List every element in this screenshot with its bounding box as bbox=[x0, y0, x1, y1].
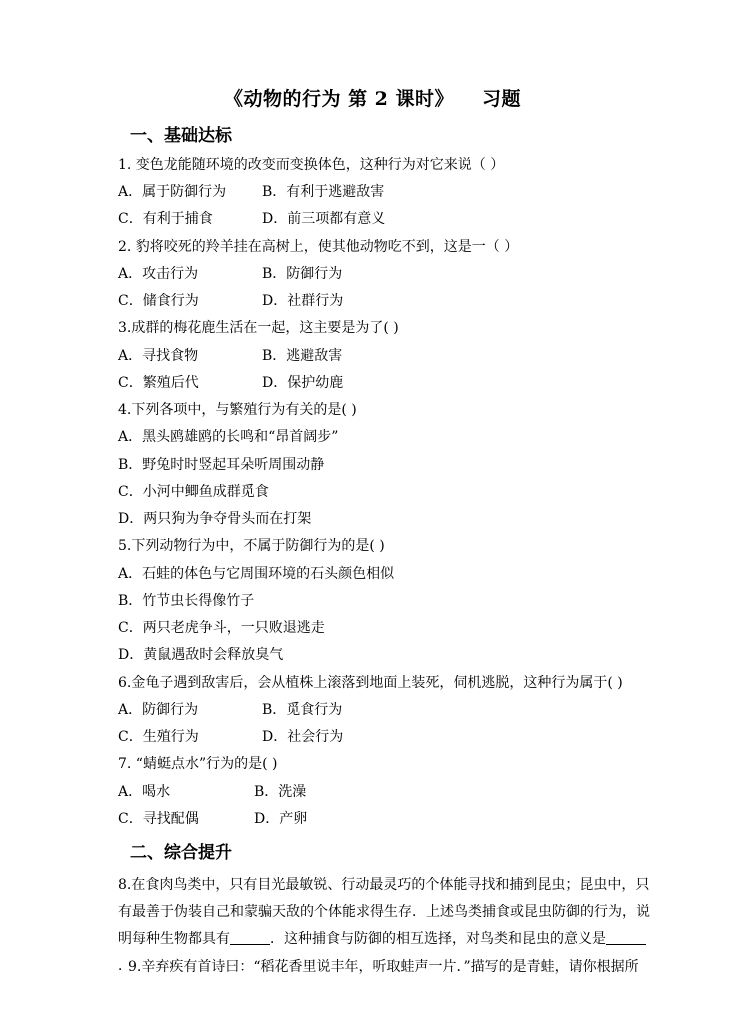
option: D．社会行为 bbox=[262, 729, 344, 745]
option: B．逃避敌害 bbox=[262, 348, 343, 364]
option: C．生殖行为 bbox=[118, 729, 199, 745]
question-4-stem: 4.下列各项中，与繁殖行为有关的是( ) bbox=[118, 402, 357, 418]
question-5-stem: 5.下列动物行为中，不属于防御行为的是( ) bbox=[118, 538, 385, 554]
question-2-stem: 2. 豹将咬死的羚羊挂在高树上，使其他动物吃不到，这是一（ ） bbox=[118, 239, 519, 255]
option: A．攻击行为 bbox=[118, 266, 199, 282]
title-suffix: 习题 bbox=[482, 88, 522, 110]
question-8-text-2: ．这种捕食与防御的相互选择，对鸟类和昆虫的意义是 bbox=[270, 931, 606, 947]
question-1-options-row-1 bbox=[118, 181, 385, 201]
question-2-options-row-1 bbox=[118, 263, 343, 283]
question-8-text-3: ． bbox=[118, 958, 132, 974]
option: B．觅食行为 bbox=[262, 702, 343, 718]
question-2-options-row-2 bbox=[118, 290, 344, 310]
option: C．有利于捕食 bbox=[118, 211, 213, 227]
question-6-stem: 6.金龟子遇到敌害后，会从植株上滚落到地面上装死，伺机逃脱，这种行为属于( ) bbox=[118, 675, 623, 691]
section-heading-advanced: 二、综合提升 bbox=[130, 843, 232, 863]
question-4-option-c: C．小河中鲫鱼成群觅食 bbox=[118, 484, 269, 500]
answer-blank[interactable] bbox=[606, 930, 646, 945]
option: B．防御行为 bbox=[262, 266, 343, 282]
question-1-options-row-2 bbox=[118, 208, 386, 228]
page-title bbox=[0, 84, 745, 111]
question-7-options-row-2 bbox=[118, 808, 308, 828]
question-7-options-row-1 bbox=[118, 781, 307, 801]
option: D．前三项都有意义 bbox=[262, 211, 386, 227]
option: D．产卵 bbox=[254, 811, 308, 827]
section-heading-basic: 一、基础达标 bbox=[130, 126, 232, 146]
option: A．防御行为 bbox=[118, 702, 199, 718]
question-3-options-row-1 bbox=[118, 345, 343, 365]
question-5-option-b: B．竹节虫长得像竹子 bbox=[118, 593, 255, 609]
question-1-stem: 1. 变色龙能随环境的改变而变换体色，这种行为对它来说（ ） bbox=[118, 157, 505, 173]
option: C．繁殖后代 bbox=[118, 375, 199, 391]
option: D．社群行为 bbox=[262, 293, 344, 309]
question-8-text-1: 8.在食肉鸟类中，只有目光最敏锐、行动最灵巧的个体能寻找和捕到昆虫；昆虫中，只有最善于伪装自己和蒙骗天敌的个体能求得生存．上述鸟类捕食或昆虫防御的行为，说明每种生物都具有 bbox=[118, 877, 650, 947]
title-main: 《动物的行为 第 2 课时》 bbox=[223, 88, 455, 110]
question-3-options-row-2 bbox=[118, 372, 344, 392]
option: A．喝水 bbox=[118, 784, 171, 800]
question-5-option-a: A．石蛙的体色与它周围环境的石头颜色相似 bbox=[118, 566, 395, 582]
option: D．保护幼鹿 bbox=[262, 375, 344, 391]
question-9-text: 9.辛弃疾有首诗曰：“稻花香里说丰年，听取蛙声一片．”描写的是青蛙，请你根据所 bbox=[128, 959, 639, 975]
option: A．寻找食物 bbox=[118, 348, 199, 364]
question-4-option-b: B．野兔时时竖起耳朵听周围动静 bbox=[118, 457, 325, 473]
question-6-options-row-2 bbox=[118, 726, 344, 746]
question-4-option-d: D．两只狗为争夺骨头而在打架 bbox=[118, 511, 312, 527]
option: B．有利于逃避敌害 bbox=[262, 184, 385, 200]
option: A．属于防御行为 bbox=[118, 184, 227, 200]
question-4-option-a: A．黑头鸥雄鸥的长鸣和“昂首阔步” bbox=[118, 429, 339, 445]
question-5-option-c: C．两只老虎争斗，一只败退逃走 bbox=[118, 620, 325, 636]
answer-blank[interactable] bbox=[230, 930, 270, 945]
option: C．寻找配偶 bbox=[118, 811, 199, 827]
option: B．洗澡 bbox=[254, 784, 307, 800]
question-3-stem: 3.成群的梅花鹿生活在一起，这主要是为了( ) bbox=[118, 320, 399, 336]
question-7-stem: 7. “蜻蜓点水”行为的是( ) bbox=[118, 756, 278, 772]
question-6-options-row-1 bbox=[118, 699, 343, 719]
option: C．储食行为 bbox=[118, 293, 199, 309]
question-5-option-d: D．黄鼠遇敌时会释放臭气 bbox=[118, 647, 284, 663]
